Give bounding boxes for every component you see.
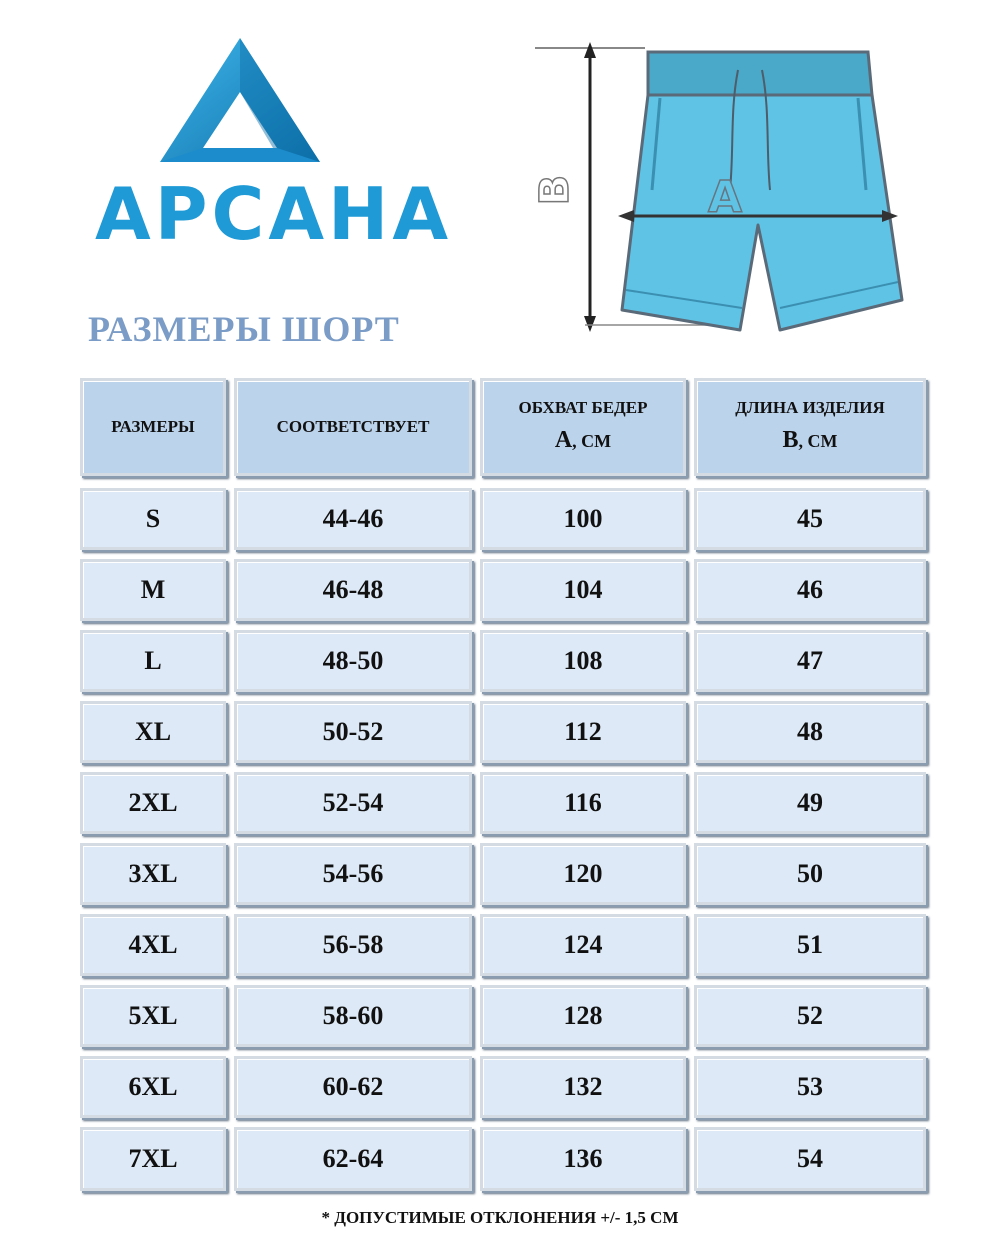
row-0-matches bbox=[234, 488, 472, 550]
cell-text: 51 bbox=[797, 930, 823, 959]
row-5-length bbox=[694, 843, 926, 905]
row-8-length bbox=[694, 1056, 926, 1118]
page-title: РАЗМЕРЫ ШОРТ bbox=[88, 309, 400, 349]
cell-text: 50-52 bbox=[322, 717, 384, 746]
cell-text: L bbox=[144, 646, 162, 675]
header-hips-unit: , СМ bbox=[572, 431, 612, 452]
row-6-matches bbox=[234, 914, 472, 976]
cell-text: 6XL bbox=[128, 1072, 178, 1101]
row-9-length bbox=[694, 1127, 926, 1191]
row-4-size bbox=[80, 772, 226, 834]
cell-text: 124 bbox=[563, 930, 603, 959]
cell-text: 136 bbox=[563, 1144, 603, 1173]
cell-text: 48-50 bbox=[322, 646, 384, 675]
row-2-hips bbox=[480, 630, 686, 692]
cell-text: S bbox=[145, 504, 161, 533]
cell-text: 54-56 bbox=[322, 859, 384, 888]
header-length bbox=[694, 378, 926, 476]
cell-text: M bbox=[140, 575, 166, 604]
cell-text: 46 bbox=[797, 575, 823, 604]
row-3-size bbox=[80, 701, 226, 763]
row-9-matches bbox=[234, 1127, 472, 1191]
row-3-length bbox=[694, 701, 926, 763]
header-hips-title: ОБХВАТ БЕДЕР bbox=[518, 398, 648, 418]
row-5-matches bbox=[234, 843, 472, 905]
row-3-matches bbox=[234, 701, 472, 763]
cell-text: 52 bbox=[797, 1001, 823, 1030]
row-0-size bbox=[80, 488, 226, 550]
row-0-hips bbox=[480, 488, 686, 550]
row-5-hips bbox=[480, 843, 686, 905]
cell-text: 47 bbox=[797, 646, 823, 675]
cell-text: 53 bbox=[797, 1072, 823, 1101]
row-1-hips bbox=[480, 559, 686, 621]
row-7-hips bbox=[480, 985, 686, 1047]
cell-text: 2XL bbox=[128, 788, 178, 817]
cell-text: 108 bbox=[563, 646, 603, 675]
row-0-length bbox=[694, 488, 926, 550]
row-9-size bbox=[80, 1127, 226, 1191]
header-matches-label: СООТВЕТСТВУЕТ bbox=[276, 417, 430, 437]
shorts-diagram bbox=[530, 40, 920, 340]
cell-text: 3XL bbox=[128, 859, 178, 888]
cell-text: 4XL bbox=[128, 930, 178, 959]
header-size bbox=[80, 378, 226, 476]
row-1-matches bbox=[234, 559, 472, 621]
row-4-length bbox=[694, 772, 926, 834]
row-4-matches bbox=[234, 772, 472, 834]
cell-text: 60-62 bbox=[322, 1072, 384, 1101]
header-hips bbox=[480, 378, 686, 476]
row-6-length bbox=[694, 914, 926, 976]
row-1-size bbox=[80, 559, 226, 621]
cell-text: 52-54 bbox=[322, 788, 384, 817]
row-9-hips bbox=[480, 1127, 686, 1191]
cell-text: 128 bbox=[563, 1001, 603, 1030]
cell-text: 49 bbox=[797, 788, 823, 817]
tolerance-footnote: * ДОПУСТИМЫЕ ОТКЛОНЕНИЯ +/- 1,5 СМ bbox=[321, 1208, 679, 1227]
row-6-size bbox=[80, 914, 226, 976]
cell-text: 46-48 bbox=[322, 575, 384, 604]
cell-text: 54 bbox=[797, 1144, 823, 1173]
header-length-unit: , СМ bbox=[798, 431, 838, 452]
cell-text: 112 bbox=[564, 717, 602, 746]
row-8-hips bbox=[480, 1056, 686, 1118]
cell-text: 50 bbox=[797, 859, 823, 888]
cell-text: 116 bbox=[564, 788, 602, 817]
width-label-a: A bbox=[708, 172, 743, 223]
row-8-size bbox=[80, 1056, 226, 1118]
header-length-letter: В bbox=[782, 427, 799, 454]
cell-text: 62-64 bbox=[322, 1144, 384, 1173]
cell-text: 45 bbox=[797, 504, 823, 533]
cell-text: 44-46 bbox=[322, 504, 384, 533]
cell-text: 120 bbox=[563, 859, 603, 888]
row-4-hips bbox=[480, 772, 686, 834]
row-3-hips bbox=[480, 701, 686, 763]
cell-text: 100 bbox=[563, 504, 603, 533]
row-5-size bbox=[80, 843, 226, 905]
cell-text: 58-60 bbox=[322, 1001, 384, 1030]
header-size-label: РАЗМЕРЫ bbox=[111, 417, 195, 437]
cell-text: 7XL bbox=[128, 1144, 178, 1173]
header-matches bbox=[234, 378, 472, 476]
brand-name: АРСАНА bbox=[95, 172, 453, 256]
cell-text: 5XL bbox=[128, 1001, 178, 1030]
length-label-b: B bbox=[532, 174, 578, 206]
row-1-length bbox=[694, 559, 926, 621]
cell-text: 56-58 bbox=[322, 930, 384, 959]
row-7-length bbox=[694, 985, 926, 1047]
row-2-size bbox=[80, 630, 226, 692]
cell-text: 132 bbox=[563, 1072, 603, 1101]
row-7-matches bbox=[234, 985, 472, 1047]
cell-text: XL bbox=[134, 717, 172, 746]
row-8-matches bbox=[234, 1056, 472, 1118]
cell-text: 48 bbox=[797, 717, 823, 746]
header-length-title: ДЛИНА ИЗДЕЛИЯ bbox=[735, 398, 885, 418]
cell-text: 104 bbox=[563, 575, 603, 604]
row-7-size bbox=[80, 985, 226, 1047]
header-hips-letter: А bbox=[554, 427, 573, 454]
row-2-length bbox=[694, 630, 926, 692]
brand-logo bbox=[95, 30, 453, 260]
row-2-matches bbox=[234, 630, 472, 692]
row-6-hips bbox=[480, 914, 686, 976]
triangle-logo-icon bbox=[155, 30, 325, 170]
